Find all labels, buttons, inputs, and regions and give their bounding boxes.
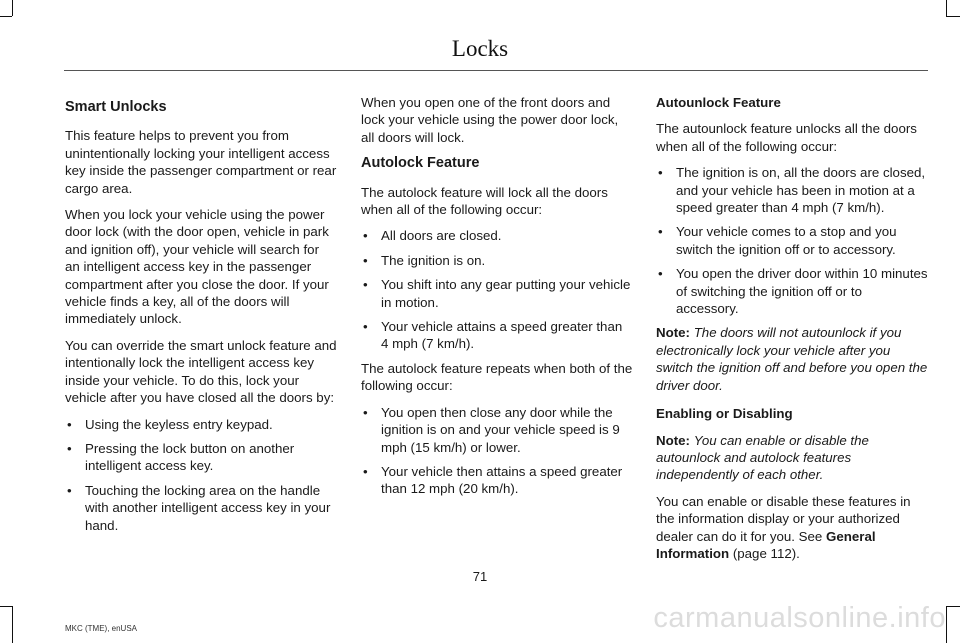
bullet-glyph: • [363, 404, 368, 420]
list-item: • Pressing the lock button on another intelligent access key. [67, 440, 295, 474]
bullet-glyph: • [67, 416, 72, 432]
crop-mark-bottom-left-h [0, 606, 12, 607]
bullet-glyph: • [658, 224, 663, 240]
autolock-heading: Autolock Feature [361, 155, 480, 172]
list-item: • The ignition is on, all the doors are closed, and your vehicle has been in motion at a speed greater than 4 mph (7 km/h). [658, 165, 926, 216]
list-item: • Your vehicle comes to a stop and you switch the ignition off or to accessory. [658, 224, 897, 257]
note-label: Note: [656, 432, 690, 448]
paragraph: When you open one of the front doors and lock your vehicle using the power door lock, all doors will lock. [361, 95, 619, 145]
enabling-disabling-heading: Enabling or Disabling [656, 406, 793, 422]
note-text: The doors will not autounlock if you electronically lock your vehicle after you switch the ignition off and before you open the driver door. [656, 325, 928, 393]
paragraph: When you lock your vehicle using the power door lock (with the door open, vehicle in park and ignition off), your vehicle will search for an intelligent access key in the passenger compartment after you close the door. If your vehicle finds a key, all of the doors will immediately unlock. [65, 207, 329, 327]
paragraph: This feature helps to prevent you from unintentionally locking your intelligent access key inside the passenger compartment or rear cargo area. [65, 128, 337, 196]
page-number: 71 [472, 569, 488, 584]
list-item: • You open the driver door within 10 minutes of switching the ignition off or to accessory. [658, 266, 928, 317]
bullet-list [656, 164, 928, 317]
column-1 [65, 94, 337, 541]
crop-mark-top-right-h [946, 16, 960, 17]
smart-unlocks-heading: Smart Unlocks [65, 99, 167, 115]
page-title: Locks [451, 36, 509, 61]
watermark: carmanualsonline.info [653, 602, 946, 634]
bullet-glyph: • [363, 463, 368, 479]
bullet-glyph: • [658, 266, 663, 282]
note-text: You can enable or disable the autounlock and autolock features independently of each other. [656, 432, 869, 483]
autounlock-heading: Autounlock Feature [656, 95, 781, 110]
column-2 [361, 94, 633, 505]
bullet-glyph: • [658, 165, 663, 181]
bullet-glyph: • [363, 228, 368, 244]
bullet-glyph: • [363, 319, 368, 335]
paragraph: The autounlock feature unlocks all the doors when all of the following occur: [656, 121, 917, 154]
list-item: • Your vehicle attains a speed greater than 4 mph (7 km/h). [363, 319, 623, 352]
column-3 [656, 94, 928, 571]
page-reference: (page 112). [732, 545, 800, 561]
note-label: Note: [656, 325, 690, 341]
paragraph: You can override the smart unlock feature and intentionally lock the intelligent access key inside your vehicle. To do this, lock your vehicle after you have closed all the doors by: [65, 337, 337, 406]
header-rule [64, 70, 928, 71]
crop-mark-top-right [946, 0, 947, 16]
bullet-list [65, 416, 337, 534]
crop-mark-bottom-right-h [946, 606, 960, 607]
footer-text: MKC (TME), enUSA [65, 624, 138, 633]
list-item: • The ignition is on. [363, 252, 486, 268]
list-item: • You open then close any door while the ignition is on and your vehicle speed is 9 mph (15 km/h) or lower. [363, 404, 620, 455]
paragraph: You can enable or disable these features in the information display or your authorized dealer can do it for you. See General Information (page 112). [656, 493, 911, 561]
crop-mark-bottom-left [12, 606, 13, 643]
bullet-glyph: • [67, 482, 72, 498]
general-information-link[interactable]: General Information [656, 528, 876, 561]
note-paragraph [656, 324, 928, 394]
paragraph: The autolock feature will lock all the doors when all of the following occur: [361, 184, 608, 218]
list-item: • Your vehicle then attains a speed greater than 12 mph (20 km/h). [363, 463, 623, 497]
list-item: • Using the keyless entry keypad. [67, 416, 273, 432]
crop-mark-bottom-right [946, 606, 947, 643]
crop-mark-top-left-h [0, 16, 12, 17]
paragraph: The autolock feature repeats when both of the following occur: [361, 360, 633, 394]
bullet-list [361, 227, 633, 352]
bullet-glyph: • [363, 277, 368, 293]
list-item: • All doors are closed. [363, 228, 502, 244]
list-item: • You shift into any gear putting your vehicle in motion. [363, 277, 631, 310]
bullet-glyph: • [363, 252, 368, 268]
list-item: • Touching the locking area on the handle with another intelligent access key in your hand. [67, 482, 331, 533]
crop-mark-top-left [12, 0, 13, 16]
note-paragraph [656, 432, 928, 484]
bullet-glyph: • [67, 440, 72, 456]
bullet-list [361, 404, 633, 498]
